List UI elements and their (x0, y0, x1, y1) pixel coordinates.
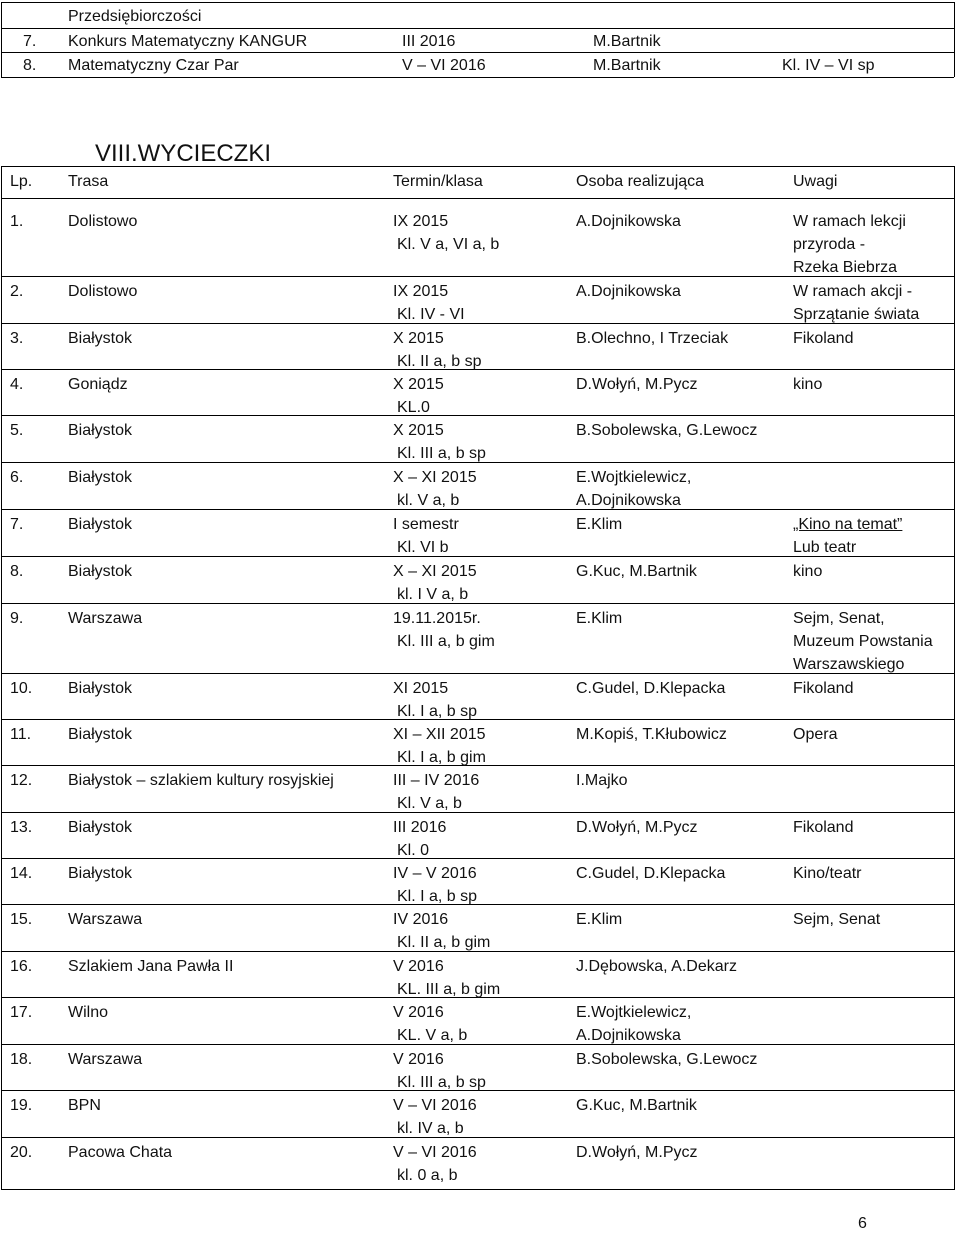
h-rule (1, 509, 954, 510)
row-person-line: B.Sobolewska, G.Lewocz (576, 422, 758, 439)
h-rule (1, 1189, 954, 1190)
h-rule (1, 198, 954, 199)
row-number: 11. (10, 726, 32, 743)
row-term-line: XI 2015 (393, 680, 449, 697)
row-person-line: C.Gudel, D.Klepacka (576, 865, 726, 882)
row-notes (793, 560, 822, 583)
row-term-line: Kl. III a, b gim (397, 633, 495, 650)
row-term (393, 723, 486, 769)
row-term (393, 1141, 477, 1187)
row-term-line: X 2015 (393, 422, 444, 439)
top-row-name: Przedsiębiorczości (68, 8, 202, 25)
row-route: Szlakiem Jana Pawła II (68, 958, 234, 975)
row-notes-line: Lub teatr (793, 539, 857, 556)
top-row-term: V – VI 2016 (402, 57, 486, 74)
row-person-line: J.Dębowska, A.Dekarz (576, 958, 737, 975)
row-person (576, 327, 728, 350)
row-person (576, 607, 622, 630)
row-person (576, 560, 697, 583)
row-term-line: IV – V 2016 (393, 865, 477, 882)
row-route: Białystok (68, 330, 133, 347)
row-notes (793, 677, 853, 700)
v-rule (954, 166, 955, 1190)
h-rule (1, 719, 954, 720)
row-term-line: V 2016 (393, 1051, 444, 1068)
row-notes-line: W ramach lekcji (793, 213, 906, 230)
row-term (393, 1001, 467, 1047)
h-rule (1, 1044, 954, 1045)
row-number: 1. (10, 213, 24, 230)
header-person: Osoba realizująca (576, 173, 705, 190)
row-term-line: V 2016 (393, 1004, 444, 1021)
row-term-line: X 2015 (393, 376, 444, 393)
h-rule (1, 77, 954, 78)
row-term-line: Kl. IV - VI (397, 306, 465, 323)
row-term-line: IX 2015 (393, 283, 449, 300)
row-person-line: E.Wojtkielewicz, (576, 469, 692, 486)
h-rule (1, 2, 954, 3)
row-number: 4. (10, 376, 24, 393)
row-person (576, 862, 725, 885)
header-notes: Uwagi (793, 173, 838, 190)
header-lp: Lp. (10, 173, 33, 190)
row-person (576, 816, 698, 839)
top-row-name: Matematyczny Czar Par (68, 57, 239, 74)
row-term-line: Kl. I a, b gim (397, 749, 486, 766)
v-rule (954, 2, 955, 77)
top-row-name: Konkurs Matematyczny KANGUR (68, 33, 308, 50)
row-term-line: III 2016 (393, 819, 447, 836)
top-row-person: M.Bartnik (593, 57, 661, 74)
row-notes-line: kino (793, 376, 823, 393)
row-term-line: Kl. 0 (397, 842, 430, 859)
row-term-line: KL.0 (397, 399, 430, 416)
row-number: 9. (10, 610, 24, 627)
row-route: Białystok (68, 469, 133, 486)
row-term (393, 769, 479, 815)
row-route: Warszawa (68, 1051, 143, 1068)
row-notes-line: Opera (793, 726, 838, 743)
row-notes-line: Fikoland (793, 330, 854, 347)
row-person (576, 1141, 698, 1164)
row-number: 10. (10, 680, 33, 697)
header-route: Trasa (68, 173, 109, 190)
row-route: Białystok (68, 865, 133, 882)
row-term (393, 513, 459, 559)
row-route: Białystok (68, 680, 133, 697)
row-route: Białystok (68, 819, 133, 836)
row-term-line: IV 2016 (393, 911, 449, 928)
row-term (393, 466, 477, 512)
row-term (393, 327, 481, 373)
row-route: Pacowa Chata (68, 1144, 173, 1161)
row-number: 8. (10, 563, 24, 580)
row-person (576, 1001, 691, 1047)
row-term-line: Kl. II a, b sp (397, 353, 482, 370)
row-person-line: B.Sobolewska, G.Lewocz (576, 1051, 758, 1068)
row-term (393, 280, 465, 326)
row-term-line: X 2015 (393, 330, 444, 347)
row-person-line: C.Gudel, D.Klepacka (576, 680, 726, 697)
row-notes (793, 210, 906, 279)
h-rule (1, 858, 954, 859)
row-term-line: Kl. I a, b sp (397, 703, 478, 720)
row-notes-line: „Kino na temat” (793, 516, 903, 533)
row-term (393, 677, 477, 723)
row-person-line: E.Klim (576, 911, 623, 928)
row-route: Białystok (68, 563, 133, 580)
row-person (576, 908, 622, 931)
row-term-line: Kl. III a, b sp (397, 445, 486, 462)
row-notes-line: kino (793, 563, 823, 580)
top-row-term: III 2016 (402, 33, 456, 50)
row-person-line: E.Klim (576, 516, 623, 533)
row-notes-line: Fikoland (793, 819, 854, 836)
row-route: Białystok (68, 726, 133, 743)
row-person (576, 210, 681, 233)
row-person-line: E.Klim (576, 610, 623, 627)
row-person (576, 466, 691, 512)
row-term-line: Kl. III a, b sp (397, 1074, 486, 1091)
row-notes (793, 908, 880, 931)
row-term (393, 908, 490, 954)
row-term-line: I semestr (393, 516, 459, 533)
row-term (393, 862, 477, 908)
row-notes-line: Sejm, Senat (793, 911, 881, 928)
row-number: 19. (10, 1097, 33, 1114)
row-term (393, 210, 499, 256)
h-rule (1, 415, 954, 416)
row-route: Białystok (68, 422, 133, 439)
row-route: BPN (68, 1097, 101, 1114)
row-term-line: V 2016 (393, 958, 444, 975)
page-number: 6 (858, 1215, 867, 1232)
row-person-line: M.Kopiś, T.Kłubowicz (576, 726, 727, 743)
v-rule (1, 2, 2, 77)
row-term-line: IX 2015 (393, 213, 449, 230)
row-person (576, 769, 628, 792)
row-term (393, 1048, 486, 1094)
row-person (576, 723, 727, 746)
row-notes-line: Sprzątanie świata (793, 306, 920, 323)
row-notes-line: Warszawskiego (793, 656, 905, 673)
row-term (393, 1094, 477, 1140)
row-term-line: V – VI 2016 (393, 1097, 477, 1114)
row-notes (793, 280, 919, 326)
row-person-line: G.Kuc, M.Bartnik (576, 1097, 697, 1114)
row-person-line: A.Dojnikowska (576, 213, 681, 230)
row-notes-line: Kino/teatr (793, 865, 862, 882)
row-term-line: Kl. II a, b gim (397, 934, 491, 951)
row-term-line: Kl. I a, b sp (397, 888, 478, 905)
header-term: Termin/klasa (393, 173, 483, 190)
row-person-line: A.Dojnikowska (576, 492, 681, 509)
row-person-line: A.Dojnikowska (576, 283, 681, 300)
row-term-line: V – VI 2016 (393, 1144, 477, 1161)
row-person-line: G.Kuc, M.Bartnik (576, 563, 697, 580)
row-term-line: kl. V a, b (397, 492, 460, 509)
row-notes-line: Fikoland (793, 680, 854, 697)
top-row-person: M.Bartnik (593, 33, 661, 50)
row-term (393, 955, 500, 1001)
row-notes-line: Sejm, Senat, (793, 610, 885, 627)
row-route: Goniądz (68, 376, 128, 393)
row-number: 18. (10, 1051, 33, 1068)
row-route: Dolistowo (68, 213, 138, 230)
row-route: Dolistowo (68, 283, 138, 300)
row-notes-line: W ramach akcji - (793, 283, 913, 300)
row-person (576, 1094, 697, 1117)
row-person-line: B.Olechno, I Trzeciak (576, 330, 729, 347)
row-person (576, 1048, 757, 1071)
row-term-line: X – XI 2015 (393, 563, 477, 580)
h-rule (1, 28, 954, 29)
row-number: 6. (10, 469, 24, 486)
row-term (393, 560, 477, 606)
row-term (393, 373, 444, 419)
v-rule (1, 166, 2, 1190)
section-heading: VIII.WYCIECZKI (95, 140, 272, 167)
row-person (576, 373, 698, 396)
h-rule (1, 904, 954, 905)
row-number: 15. (10, 911, 33, 928)
row-term-line: 19.11.2015r. (393, 610, 481, 627)
row-number: 13. (10, 819, 33, 836)
row-notes-line: przyroda - (793, 236, 866, 253)
row-person-line: A.Dojnikowska (576, 1027, 681, 1044)
row-person-line: E.Wojtkielewicz, (576, 1004, 692, 1021)
row-number: 17. (10, 1004, 33, 1021)
row-term-line: KL. V a, b (397, 1027, 468, 1044)
row-term-line: III – IV 2016 (393, 772, 480, 789)
row-number: 2. (10, 283, 24, 300)
row-number: 7. (10, 516, 24, 533)
row-person (576, 280, 681, 303)
row-notes (793, 607, 933, 676)
row-number: 14. (10, 865, 33, 882)
h-rule (1, 603, 954, 604)
row-route: Warszawa (68, 610, 143, 627)
row-number: 5. (10, 422, 24, 439)
row-person (576, 955, 737, 978)
row-notes (793, 816, 853, 839)
row-term-line: XI – XII 2015 (393, 726, 486, 743)
row-notes (793, 513, 902, 559)
row-term (393, 816, 446, 862)
row-person (576, 513, 622, 536)
row-person-line: D.Wołyń, M.Pycz (576, 376, 698, 393)
row-person-line: I.Majko (576, 772, 628, 789)
top-row-num: 7. (23, 33, 37, 50)
row-term-line: Kl. V a, VI a, b (397, 236, 500, 253)
h-rule (1, 1137, 954, 1138)
row-notes-line: Rzeka Biebrza (793, 259, 898, 276)
row-number: 16. (10, 958, 33, 975)
row-term-line: kl. IV a, b (397, 1120, 464, 1137)
row-person-line: D.Wołyń, M.Pycz (576, 1144, 698, 1161)
row-term (393, 419, 486, 465)
row-route: Wilno (68, 1004, 109, 1021)
row-term (393, 607, 495, 653)
row-term-line: X – XI 2015 (393, 469, 477, 486)
row-term-line: KL. III a, b gim (397, 981, 501, 998)
row-number: 20. (10, 1144, 33, 1161)
row-person (576, 677, 725, 700)
row-notes (793, 373, 822, 396)
row-term-line: kl. I V a, b (397, 586, 469, 603)
row-notes (793, 327, 853, 350)
row-term-line: Kl. V a, b (397, 795, 462, 812)
row-number: 3. (10, 330, 24, 347)
row-route: Białystok – szlakiem kultury rosyjskiej (68, 772, 334, 789)
row-notes (793, 862, 861, 885)
row-route: Warszawa (68, 911, 143, 928)
top-row-notes: Kl. IV – VI sp (782, 57, 875, 74)
row-notes (793, 723, 837, 746)
row-route: Białystok (68, 516, 133, 533)
row-term-line: kl. 0 a, b (397, 1167, 458, 1184)
row-term-line: Kl. VI b (397, 539, 449, 556)
row-person (576, 419, 757, 442)
row-notes-line: Muzeum Powstania (793, 633, 933, 650)
row-person-line: D.Wołyń, M.Pycz (576, 819, 698, 836)
row-number: 12. (10, 772, 33, 789)
top-row-num: 8. (23, 57, 37, 74)
